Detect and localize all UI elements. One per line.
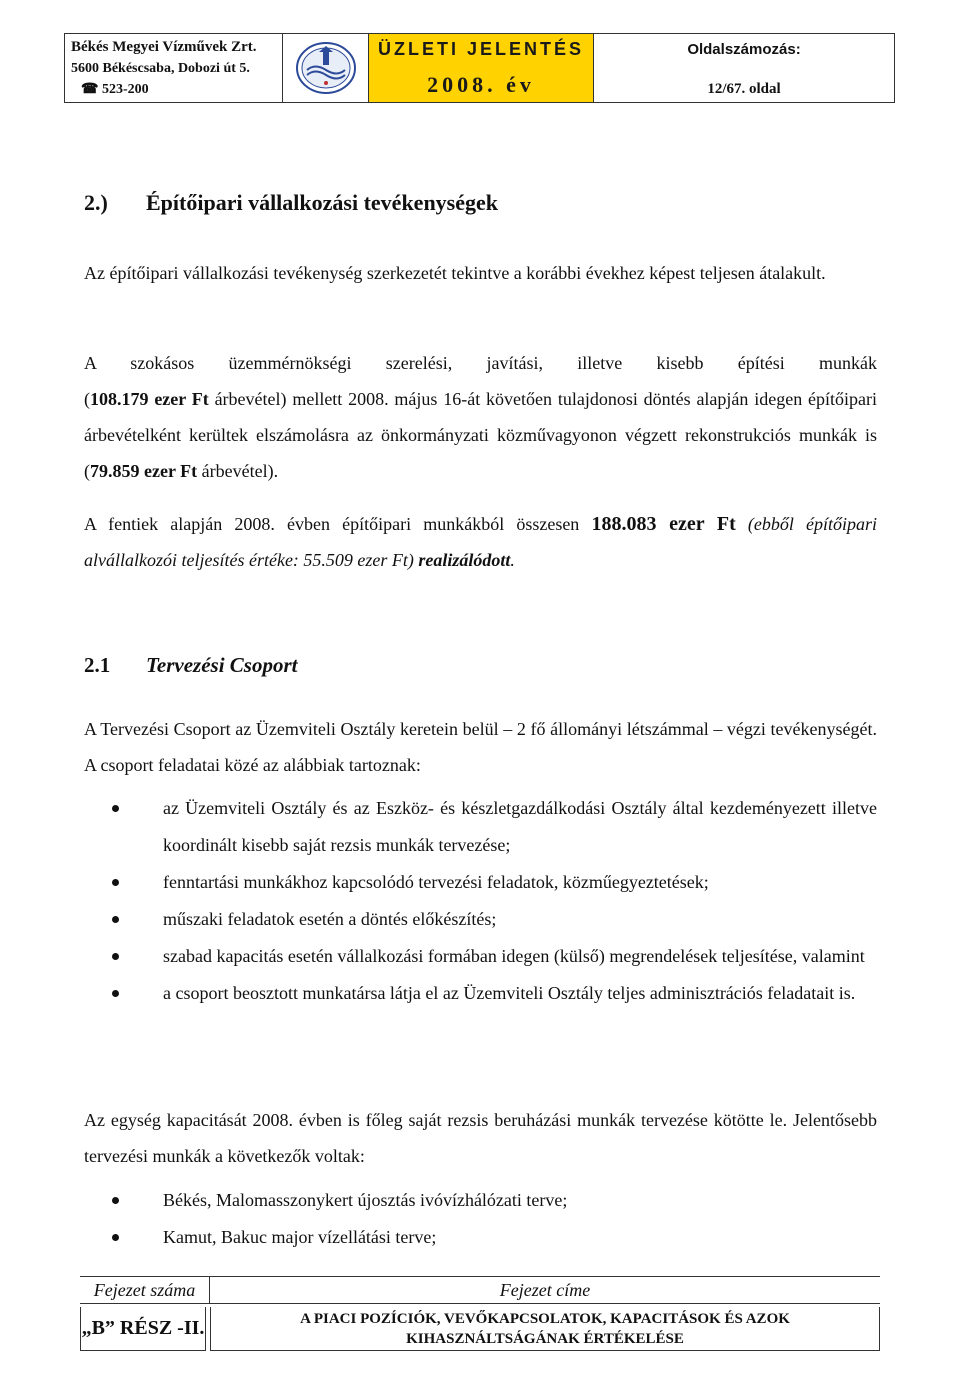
chapter-number-cell	[80, 1277, 210, 1351]
company-phone	[71, 79, 282, 100]
list-item: Kamut, Bakuc major vízellátási terve;	[84, 1219, 877, 1256]
company-info	[65, 34, 283, 102]
chapter-title-cell	[210, 1277, 880, 1351]
company-name: Békés Megyei Vízművek Zrt.	[71, 38, 257, 55]
project-list	[84, 1182, 877, 1256]
report-title-box	[369, 34, 594, 102]
subsection-heading	[84, 653, 297, 678]
chapter-title-line1: A PIACI POZÍCIÓK, VEVŐKAPCSOLATOK, KAPACITÁSOK ÉS AZOK	[300, 1310, 790, 1327]
page-numbering-value: 12/67. oldal	[707, 81, 781, 97]
list-item: Békés, Malomasszonykert újosztás ivóvízhálózati terve;	[84, 1182, 877, 1219]
revenue-text: árbevétel) mellett 2008. május 16-át követően tulajdonosi döntés alapján idegen építőipari árbevételként kerültek elszámolásra az önkormányzati közművagyonon végzett rekonstrukciós munkák is (	[84, 389, 877, 481]
subsection-title: Tervezési Csoport	[146, 653, 298, 677]
phone-number: 523-200	[101, 81, 149, 97]
revenue-amount-2: 79.859 ezer Ft	[90, 461, 198, 481]
company-logo	[283, 34, 369, 102]
revenue-paragraph	[84, 381, 877, 489]
list-item: az Üzemviteli Osztály és az Eszköz- és készletgazdálkodási Osztály által kezdeményezett illetve koordinált kisebb saját rezsis munkák tervezése;	[84, 790, 877, 864]
report-year: 2008. év	[427, 72, 535, 97]
revenue-amount-1: 108.179 ezer Ft	[90, 389, 209, 409]
summary-subcontract: (ebből építőipari alvállalkozói teljesítés értéke: 55.509 ezer Ft)	[84, 514, 877, 570]
revenue-paragraph-line1: A szokásos üzemmérnökségi szerelési, javítási, illetve kisebb építési munkák	[84, 353, 877, 373]
phone-icon: ☎	[81, 81, 99, 97]
intro-paragraph: Az építőipari vállalkozási tevékenység szerkezetét tekintve a korábbi évekhez képest teljesen átalakult.	[84, 263, 826, 283]
summary-total: 188.083 ezer Ft	[591, 513, 736, 535]
revenue-text-end: árbevétel).	[197, 461, 279, 481]
summary-end: .	[510, 550, 515, 570]
summary-text: A fentiek alapján 2008. évben építőipari munkákból összesen	[84, 514, 592, 534]
chapter-number-label: Fejezet száma	[80, 1277, 210, 1304]
chapter-title-value	[210, 1307, 880, 1351]
group-paragraph: A Tervezési Csoport az Üzemviteli Osztály keretein belül – 2 fő állományi létszámmal – végzi tevékenységét. A csoport feladatai közé az alábbiak tartoznak:	[84, 719, 877, 775]
subsection-number: 2.1	[84, 653, 111, 677]
summary-realized: realizálódott	[418, 550, 511, 570]
summary-paragraph	[84, 506, 877, 578]
section-heading	[84, 190, 498, 216]
page-numbering-label: Oldalszámozás:	[687, 41, 801, 58]
task-list	[84, 790, 877, 1012]
page-footer	[80, 1276, 880, 1351]
chapter-number-value: „B” RÉSZ -II.	[80, 1307, 206, 1351]
page-numbering	[594, 34, 894, 102]
page-header	[64, 33, 895, 103]
chapter-title-label: Fejezet címe	[210, 1277, 880, 1304]
list-item: műszaki feladatok esetén a döntés előkészítés;	[84, 901, 877, 938]
capacity-paragraph: Az egység kapacitását 2008. évben is főleg saját rezsis beruházási munkák tervezése kötötte le. Jelentősebb tervezési munkák a következők voltak:	[84, 1110, 877, 1166]
list-item: fenntartási munkákhoz kapcsolódó tervezési feladatok, közműegyeztetések;	[84, 864, 877, 901]
chapter-title-line2: KIHASZNÁLTSÁGÁNAK ÉRTÉKELÉSE	[406, 1330, 684, 1347]
report-title: ÜZLETI JELENTÉS	[377, 39, 584, 59]
list-item: a csoport beosztott munkatársa látja el az Üzemviteli Osztály teljes adminisztrációs feladatait is.	[84, 975, 877, 1012]
section-number: 2.)	[84, 190, 108, 215]
list-item: szabad kapacitás esetén vállalkozási formában idegen (külső) megrendelések teljesítése, valamint	[84, 938, 877, 975]
section-title: Építőipari vállalkozási tevékenységek	[146, 190, 498, 215]
paren-open: (	[84, 389, 90, 409]
company-address: 5600 Békéscsaba, Dobozi út 5.	[71, 60, 250, 76]
logo-emblem-icon	[293, 39, 359, 97]
